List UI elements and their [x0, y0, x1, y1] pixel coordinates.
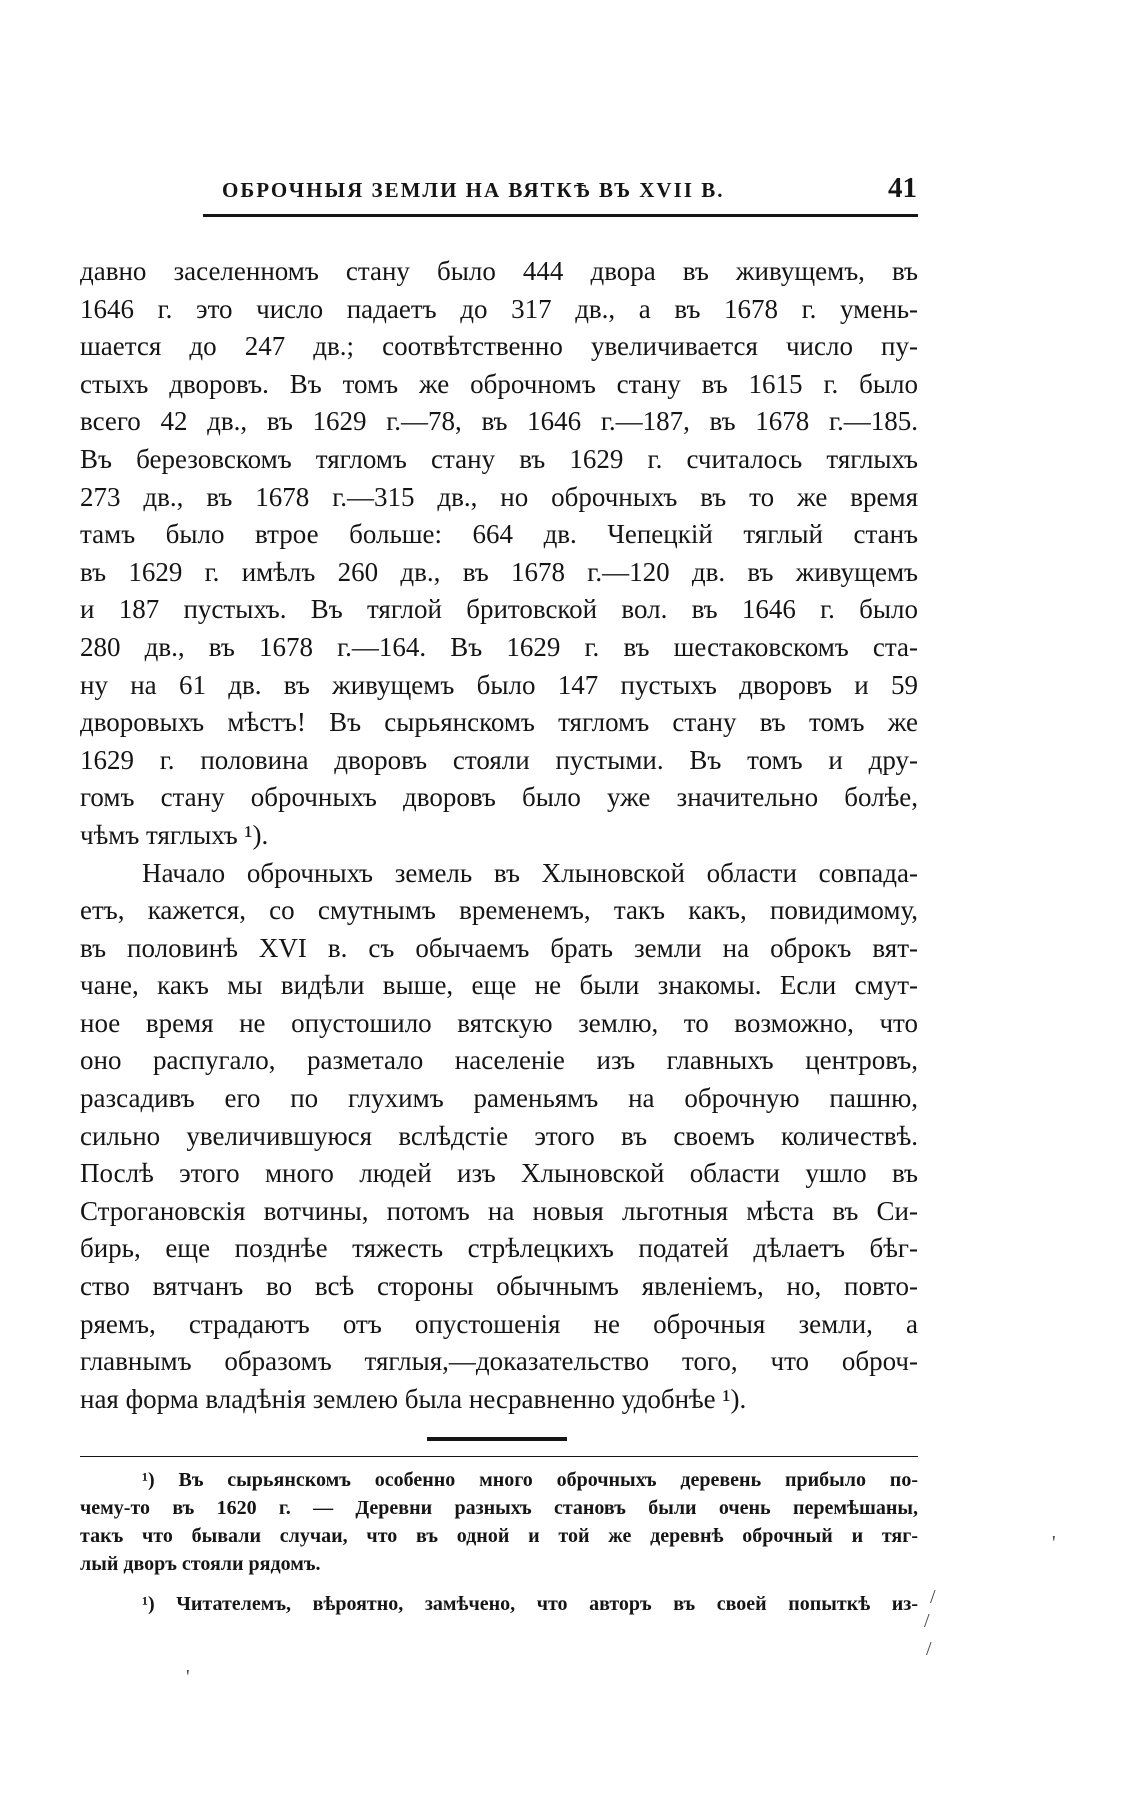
page-number: 41 [888, 172, 917, 204]
text-line: 1646 г. это число падаетъ до 317 дв., а въ 1678 г. умень- [80, 293, 918, 324]
text-line: ство вятчанъ во всѣ стороны обычнымъ явленіемъ, но, повто- [80, 1271, 918, 1302]
text-line: и 187 пустыхъ. Въ тяглой бритовской вол. въ 1646 г. было [80, 594, 918, 625]
footnote-line: ¹) Въ сырьянскомъ особенно много оброчныхъ деревень прибыло по- [142, 1469, 918, 1491]
text-line: чѣмъ тяглыхъ ¹). [80, 819, 269, 850]
text-line: главнымъ образомъ тяглыя,—доказательство того, что оброч- [80, 1346, 918, 1377]
text-line: Послѣ этого много людей изъ Хлыновской области ушло въ [80, 1158, 918, 1189]
footnote-line: такъ что бывали случаи, что въ одной и той же деревнѣ оброчный и тяг- [80, 1525, 918, 1547]
text-line: давно заселенномъ стану было 444 двора въ живущемъ, въ [80, 256, 918, 286]
text-line: въ половинѣ XVI в. съ обычаемъ брать земли на оброкъ вят- [80, 932, 918, 963]
text-line: етъ, кажется, со смутнымъ временемъ, такъ какъ, повидимому, [80, 895, 918, 926]
text-line: въ 1629 г. имѣлъ 260 дв., въ 1678 г.—120 дв. въ живущемъ [80, 556, 918, 587]
section-separator [427, 1437, 567, 1441]
margin-mark: ' [186, 1666, 190, 1688]
text-line: ная форма владѣнія землею была несравненно удобнѣе ¹). [80, 1383, 747, 1414]
page-header [222, 172, 917, 212]
text-line: 1629 г. половина дворовъ стояли пустыми. Въ томъ и дру- [80, 744, 918, 775]
text-line: всего 42 дв., въ 1629 г.—78, въ 1646 г.—187, въ 1678 г.—185. [80, 406, 918, 437]
body-text [80, 253, 918, 1418]
text-line: Въ березовскомъ тягломъ стану въ 1629 г. считалось тяглыхъ [80, 443, 918, 474]
footnotes [80, 1466, 918, 1618]
text-line: дворовыхъ мѣстъ! Въ сырьянскомъ тягломъ стану въ томъ же [80, 707, 918, 738]
margin-mark: / [930, 1586, 936, 1608]
text-line: чане, какъ мы видѣли выше, еще не были знакомы. Если смут- [80, 970, 918, 1001]
footnote-line: лый дворъ стояли рядомъ. [80, 1553, 321, 1575]
header-rule [203, 214, 918, 217]
text-line: оно распугало, разметало населеніе изъ главныхъ центровъ, [80, 1045, 918, 1076]
text-line: гомъ стану оброчныхъ дворовъ было уже значительно болѣе, [80, 782, 918, 813]
footnote-gap [80, 1578, 918, 1590]
text-line: ное время не опустошило вятскую землю, то возможно, что [80, 1007, 918, 1038]
margin-mark: ' [1052, 1532, 1056, 1554]
text-line: шается до 247 дв.; соотвѣтственно увеличивается число пу- [80, 331, 918, 362]
text-line: 280 дв., въ 1678 г.—164. Въ 1629 г. въ шестаковскомъ ста- [80, 631, 918, 662]
text-line: стыхъ дворовъ. Въ томъ же оброчномъ стану въ 1615 г. было [80, 368, 918, 399]
text-line: ну на 61 дв. въ живущемъ было 147 пустыхъ дворовъ и 59 [80, 669, 918, 700]
text-line: 273 дв., въ 1678 г.—315 дв., но оброчныхъ въ то же время [80, 481, 918, 512]
text-line: тамъ было втрое больше: 664 дв. Чепецкій тяглый станъ [80, 519, 918, 550]
text-line: Строгановскія вотчины, потомъ на новыя льготныя мѣста въ Си- [80, 1195, 918, 1226]
footnote-rule [80, 1456, 918, 1457]
text-line: разсадивъ его по глухимъ раменьямъ на оброчную пашню, [80, 1083, 918, 1114]
text-line: бирь, еще позднѣе тяжесть стрѣлецкихъ податей дѣлаетъ бѣг- [80, 1233, 918, 1264]
footnote-line: ¹) Читателемъ, вѣроятно, замѣчено, что авторъ въ своей попыткѣ из- [142, 1593, 918, 1615]
paragraph-start: Начало оброчныхъ земель въ Хлыновской области совпада- [142, 857, 918, 888]
margin-mark: / [924, 1610, 930, 1632]
text-line: сильно увеличившуюся вслѣдстіе этого въ своемъ количествѣ. [80, 1120, 918, 1151]
text-line: ряемъ, страдаютъ отъ опустошенія не оброчныя земли, а [80, 1308, 918, 1339]
margin-mark: / [926, 1638, 932, 1660]
footnote-line: чему-то въ 1620 г. — Деревни разныхъ становъ были очень перемѣшаны, [80, 1497, 918, 1519]
running-head: ОБРОЧНЫЯ ЗЕМЛИ НА ВЯТКѢ ВЪ XVII В. [222, 178, 725, 202]
